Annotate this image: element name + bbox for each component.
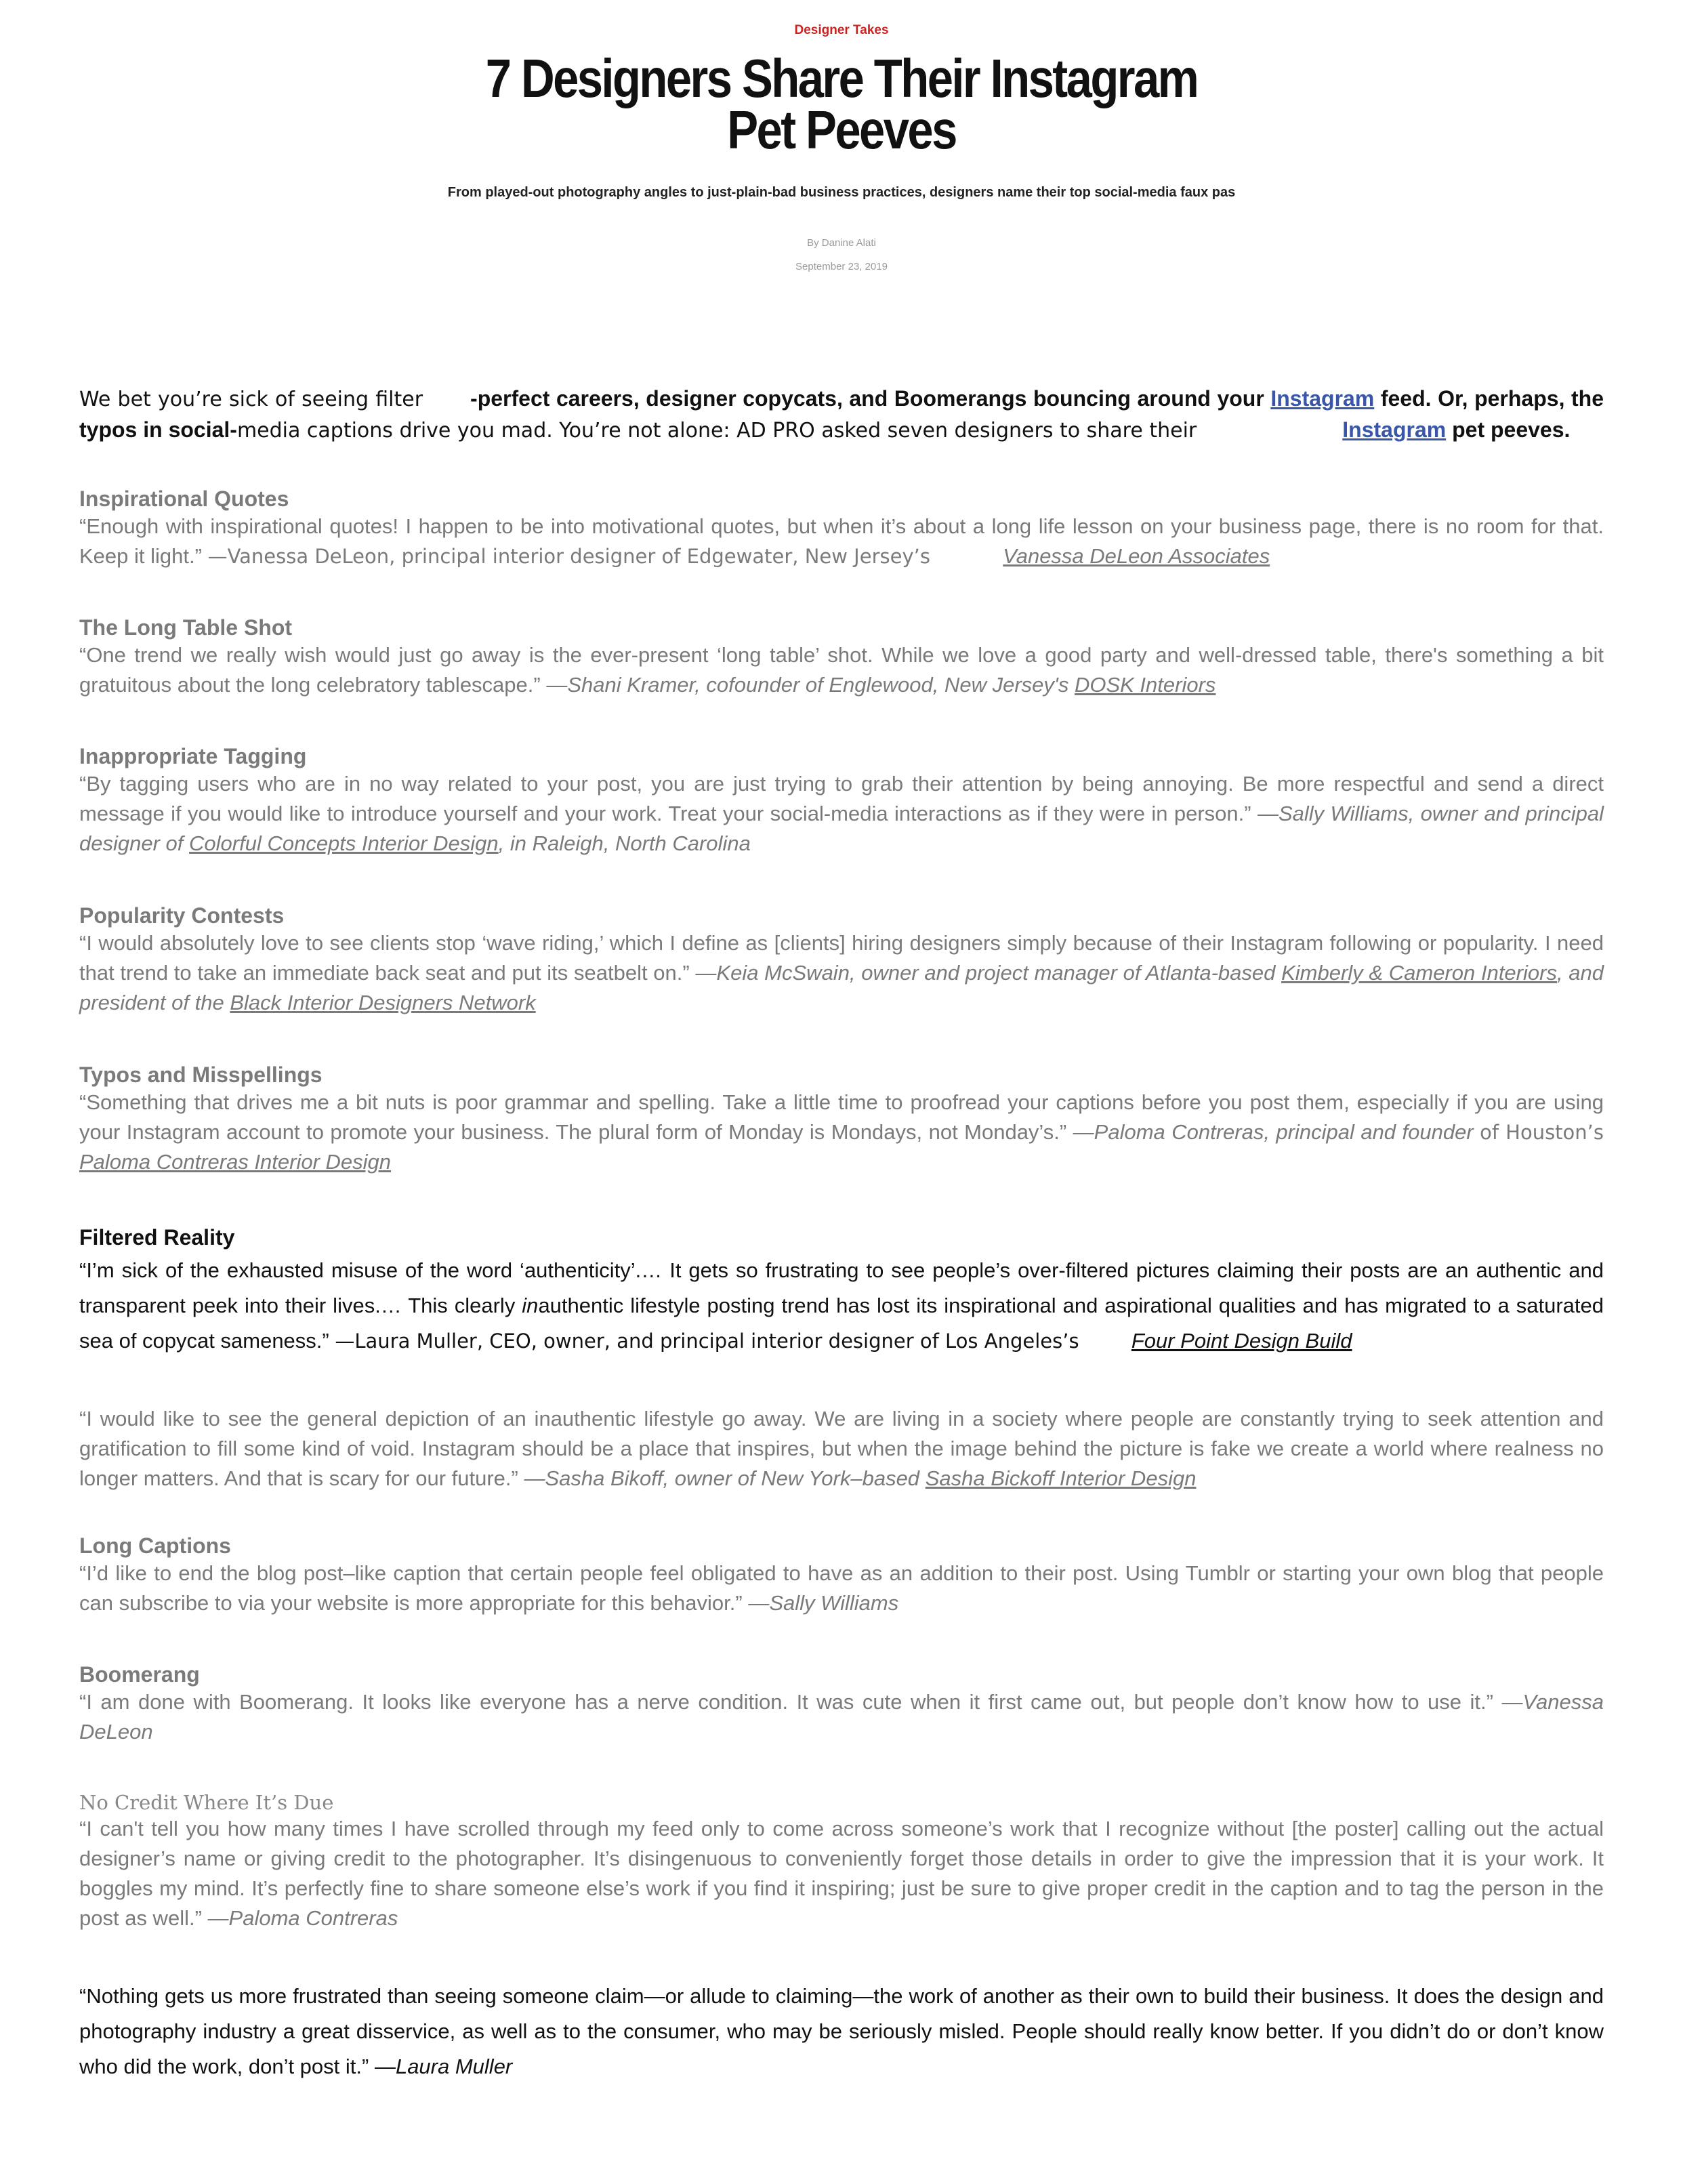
section-quote: “By tagging users who are in no way related to your post, you are just trying to grab their attention by being annoying. Be more respectful and send a direct message if you would like to introduce yourself and your work. Treat your social-media interactions as if they were in person.” —Sally Williams, owner and principal designer of Colorful Concepts Interior Design, in Raleigh, North Carolina	[79, 772, 1604, 855]
section-final-quote	[79, 1979, 1604, 2084]
section-typos	[79, 1063, 1604, 1177]
attribution-link[interactable]: Vanessa DeLeon Associates	[1003, 544, 1270, 568]
section-heading: Inspirational Quotes	[79, 487, 289, 511]
section-quote: “Enough with inspirational quotes! I happen to be into motivational quotes, but when it’s about a long life lesson on your business page, there is no room for that. Keep it light.” —Vanessa DeLeon, principal interior designer of Edgewater, New Jersey’s Vanessa DeLeon Associates	[79, 514, 1604, 568]
section-inappropriate-tagging	[79, 744, 1604, 859]
section-quote: “I would absolutely love to see clients stop ‘wave riding,’ which I define as [clients] hiring designers simply because of their Instagram following or popularity. I need that trend to take an immediate back seat and put its seatbelt on.” —Keia McSwain, owner and project manager of Atlanta-based Kimberly & Cameron Interiors, and president of the Black Interior Designers Network	[79, 931, 1604, 1014]
attribution-link[interactable]: Colorful Concepts Interior Design	[189, 831, 499, 855]
section-inauthentic-lifestyle	[79, 1404, 1604, 1493]
section-quote: “I am done with Boomerang. It looks like everyone has a nerve condition. It was cute when it first came out, but people don’t know how to use it.” —Vanessa DeLeon	[79, 1690, 1604, 1744]
section-quote: “I would like to see the general depiction of an inauthentic lifestyle go away. We are living in a society where people are constantly trying to seek attention and gratification to fill some kind of void. Instagram should be a place that inspires, but when the image behind the picture is fake we create a world where realness no longer matters. And that is scary for our future.” —Sasha Bikoff, owner of New York–based Sasha Bickoff Interior Design	[79, 1407, 1604, 1490]
section-quote: “I’d like to end the blog post–like caption that certain people feel obligated to have as an addition to their post. Using Tumblr or starting your own blog that people can subscribe to via your website is more appropriate for this behavior.” —Sally Williams	[79, 1561, 1604, 1615]
section-heading: No Credit Where It’s Due	[79, 1791, 334, 1814]
intro-paragraph: We bet you’re sick of seeing filter -perfect careers, designer copycats, and Boomerangs bouncing around your Instagram feed. Or, perhaps, the typos in social-media captions drive you mad. You’re not alone: AD PRO asked seven designers to share their Instagram pet peeves.	[79, 386, 1604, 442]
section-heading: Popularity Contests	[79, 903, 285, 928]
article-byline: By Danine Alati	[807, 237, 876, 249]
article-dek: From played-out photography angles to just-plain-bad business practices, designers name their top social-media faux pas	[447, 185, 1236, 200]
section-quote: “Nothing gets us more frustrated than seeing someone claim—or allude to claiming—the work of another as their own to build their business. It does the design and photography industry a great disservice, as well as to the consumer, who may be seriously misled. People should really know better. If you didn’t do or don’t know who did the work, don’t post it.” —Laura Muller	[79, 1984, 1604, 2078]
attribution-link-2[interactable]: Black Interior Designers Network	[230, 991, 536, 1014]
section-heading: Typos and Misspellings	[79, 1063, 323, 1087]
article-date: September 23, 2019	[795, 261, 888, 272]
section-quote: “Something that drives me a bit nuts is poor grammar and spelling. Take a little time to proofread your captions before you post them, especially if you are using your Instagram account to promote your business. The plural form of Monday is Mondays, not Monday’s.” —Paloma Contreras, principal and founder of Houston’s Paloma Contreras Interior Design	[79, 1090, 1604, 1174]
section-long-captions	[79, 1533, 1604, 1618]
section-long-table-shot	[79, 615, 1604, 700]
section-quote: “I’m sick of the exhausted misuse of the word ‘authenticity’.… It gets so frustrating to see people’s over-filtered pictures claiming their posts are an authentic and transparent peek into their lives.… This clearly inauthentic lifestyle posting trend has lost its inspirational and aspirational qualities and has migrated to a saturated sea of copycat sameness.” —Laura Muller, CEO, owner, and principal interior designer of Los Angeles’s Four Point Design Build	[79, 1258, 1604, 1353]
attribution-link[interactable]: Sasha Bickoff Interior Design	[925, 1466, 1197, 1490]
section-quote: “I can't tell you how many times I have scrolled through my feed only to come across someone’s work that I recognize without [the poster] calling out the actual designer’s name or giving credit to the photographer. It’s disingenuous to conveniently forget those details in order to give the impression that it is your work. It boggles my mind. It’s perfectly fine to share someone else’s work if you find it inspiring; just be sure to give proper credit in the caption and to tag the person in the post as well.” —Paloma Contreras	[79, 1817, 1604, 1930]
section-heading: Filtered Reality	[79, 1225, 235, 1250]
section-heading: The Long Table Shot	[79, 615, 293, 640]
section-popularity-contests	[79, 903, 1604, 1018]
instagram-link-2[interactable]: Instagram	[1342, 417, 1447, 442]
section-quote: “One trend we really wish would just go away is the ever-present ‘long table’ shot. While we love a good party and well-dressed table, there's something a bit gratuitous about the long celebratory tablescape.” —Shani Kramer, cofounder of Englewood, New Jersey's DOSK Interiors	[79, 643, 1604, 697]
section-heading: Inappropriate Tagging	[79, 744, 307, 768]
section-inspirational-quotes	[79, 487, 1604, 571]
section-heading: Boomerang	[79, 1662, 200, 1687]
instagram-link-1[interactable]: Instagram	[1270, 386, 1375, 411]
attribution-link[interactable]: Paloma Contreras Interior Design	[79, 1150, 392, 1174]
attribution-link[interactable]: Kimberly & Cameron Interiors	[1281, 961, 1557, 985]
article-title: 7 Designers Share Their Instagram Pet Peeves	[485, 48, 1198, 160]
section-filtered-reality	[79, 1225, 1604, 1359]
section-heading: Long Captions	[79, 1533, 231, 1558]
attribution-link[interactable]: DOSK Interiors	[1074, 673, 1216, 697]
section-boomerang	[79, 1662, 1604, 1747]
section-no-credit	[79, 1791, 1604, 1933]
attribution-link[interactable]: Four Point Design Build	[1131, 1329, 1352, 1353]
article-kicker[interactable]: Designer Takes	[794, 23, 889, 37]
